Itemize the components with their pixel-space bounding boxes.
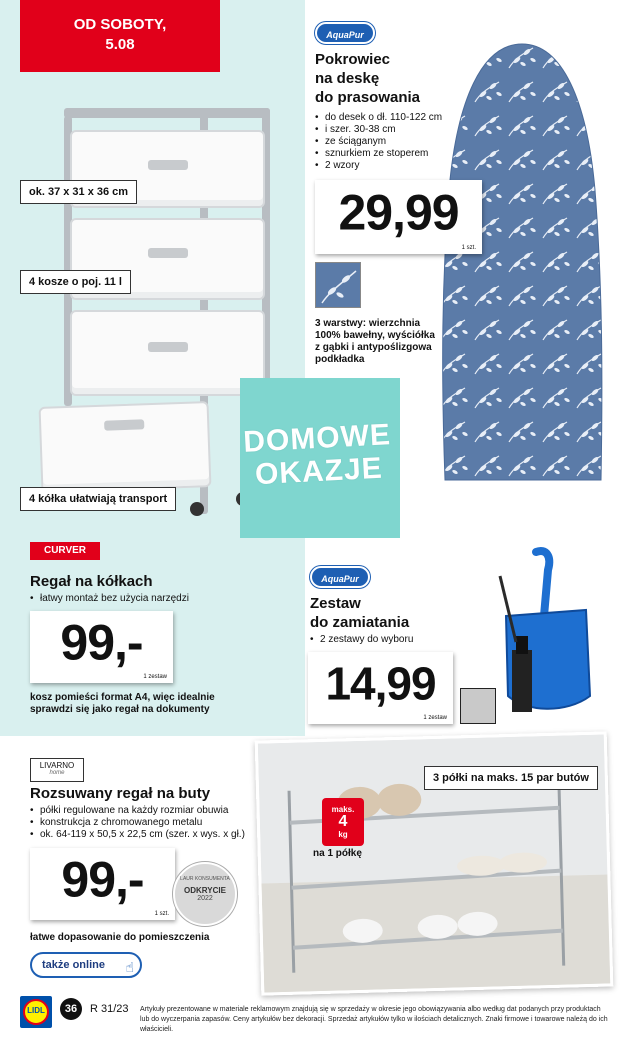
date-badge-line2: 5.08 xyxy=(105,36,135,53)
shoe-price-box xyxy=(30,848,175,920)
shelf-load-caption: na 1 półkę xyxy=(313,848,362,859)
aquapur-logo: AquaPur xyxy=(315,22,375,44)
edition-code: R 31/23 xyxy=(90,1003,129,1015)
dustpan-image xyxy=(486,546,606,722)
livarno-logo xyxy=(30,758,84,782)
date-badge xyxy=(20,0,220,72)
max-weight-badge xyxy=(322,798,364,846)
sweep-unit: 1 zestaw xyxy=(423,715,447,721)
ironing-title-line2: na deskę xyxy=(315,70,380,87)
shelf-bullets xyxy=(28,593,278,605)
legal-disclaimer: Artykuły prezentowane w materiale reklamowym znajdują się w sprzedaży w okresie jego obowiązywania albo według dat podanych przy produktach lub do wyczerpania zapasów. Ceny artykułów bez dekoracji. Sprzedaż artykułów tylko w ilościach detalicznych. Znaki firmowe i towarowe należą do ich właścicieli. xyxy=(140,1006,608,1033)
seal-line3: 2022 xyxy=(197,895,213,902)
date-badge-line1: OD SOBOTY, xyxy=(73,16,167,33)
ironing-bullet: • ze ściąganym xyxy=(313,136,453,148)
shelf-note xyxy=(30,692,215,716)
ironing-note-line2: 100% bawełny, wyściółka xyxy=(315,330,435,341)
shoe-unit: 1 szt. xyxy=(154,911,169,917)
frame-top xyxy=(64,108,270,118)
drawer-handle xyxy=(104,419,144,430)
lidl-logo xyxy=(20,996,52,1028)
sweep-bullets xyxy=(308,634,458,646)
promo-text xyxy=(226,417,409,492)
promo-line1: DOMOWE xyxy=(242,418,392,459)
shelf-title: Regał na kółkach xyxy=(30,573,153,590)
shoe-bullet: • ok. 64-119 x 50,5 x 22,5 cm (szer. x wys. x gł.) xyxy=(28,829,278,841)
livarno-logo-sub: home xyxy=(49,770,65,776)
drawer-handle xyxy=(148,342,188,352)
sweep-title xyxy=(310,594,409,632)
lidl-logo-text: LIDL xyxy=(27,1006,45,1015)
shelf-unit: 1 zestaw xyxy=(143,674,167,680)
baskets-label: 4 kosze o poj. 11 l xyxy=(20,270,131,294)
shoe-title: Rozsuwany regał na buty xyxy=(30,785,211,802)
ironing-title xyxy=(315,50,420,107)
drawer xyxy=(70,310,265,396)
shelf-bullet: • łatwy montaż bez użycia narzędzi xyxy=(28,593,278,605)
seal-line1: LAUR KONSUMENTA xyxy=(180,876,230,882)
dimensions-label: ok. 37 x 31 x 36 cm xyxy=(20,180,137,204)
ironing-note-line4: podkładka xyxy=(315,354,365,365)
sweep-price-box xyxy=(308,652,453,724)
drawer-handle xyxy=(148,248,188,258)
wheels-label: 4 kółka ułatwiają transport xyxy=(20,487,176,511)
shoe-note: łatwe dopasowanie do pomieszczenia xyxy=(30,932,210,943)
pointer-hand-icon: ☝ xyxy=(125,959,134,975)
shoe-bullet: • konstrukcja z chromowanego metalu xyxy=(28,817,278,829)
ironing-title-line3: do prasowania xyxy=(315,89,421,106)
sweep-bullet: • 2 zestawy do wyboru xyxy=(308,634,458,646)
shoe-price: 99,- xyxy=(61,851,144,908)
sweep-title-line1: Zestaw xyxy=(310,595,361,612)
drawer-handle xyxy=(148,160,188,170)
consumer-award-seal xyxy=(173,862,237,926)
max-weight-value: 4 xyxy=(338,813,348,830)
ironing-bullet: • sznurkiem ze stoperem xyxy=(313,148,453,160)
sweep-price: 14,99 xyxy=(325,657,436,710)
sweep-title-line2: do zamiatania xyxy=(310,614,410,631)
shoe-bullet: • półki regulowane na każdy rozmiar obuwia xyxy=(28,805,278,817)
ironing-bullet: • 2 wzory xyxy=(313,160,453,172)
also-online-button[interactable] xyxy=(30,952,142,978)
shelf-price: 99,- xyxy=(60,614,143,671)
seal-line2: ODKRYCIE xyxy=(184,886,226,895)
pattern-swatch xyxy=(315,262,361,308)
max-weight-unit: kg xyxy=(338,830,348,839)
wheel xyxy=(190,502,204,516)
aquapur-logo: AquaPur xyxy=(310,566,370,588)
ironing-price-box xyxy=(315,180,482,254)
drawer-open xyxy=(39,401,212,493)
max-weight-label: maks. xyxy=(331,805,355,814)
ironing-note xyxy=(315,318,435,366)
promo-line2: OKAZJE xyxy=(254,451,384,492)
shelf-note-line1: kosz pomieści format A4, więc idealnie xyxy=(30,692,215,703)
also-online-label: także online xyxy=(42,959,105,971)
ironing-bullets xyxy=(313,112,453,172)
ironing-title-line1: Pokrowiec xyxy=(315,51,391,68)
livarno-logo-text: LIVARNO xyxy=(39,761,75,770)
shoe-capacity-label: 3 półki na maks. 15 par butów xyxy=(424,766,598,790)
ironing-bullet: • do desek o dł. 110-122 cm xyxy=(313,112,453,124)
ironing-bullet: • i szer. 30-38 cm xyxy=(313,124,453,136)
curver-logo: CURVER xyxy=(30,542,100,560)
ironing-price: 29,99 xyxy=(338,184,459,241)
shoe-bullets xyxy=(28,805,278,841)
ironing-board-image xyxy=(437,40,607,490)
ironing-unit: 1 szt. xyxy=(461,245,476,251)
shelf-price-box xyxy=(30,611,173,683)
page-number: 36 xyxy=(60,998,82,1020)
ironing-note-line1: 3 warstwy: wierzchnia xyxy=(315,318,421,329)
shelf-note-line2: sprawdzi się jako regał na dokumenty xyxy=(30,704,210,715)
ironing-note-line3: z gąbki i antypoślizgowa xyxy=(315,342,432,353)
